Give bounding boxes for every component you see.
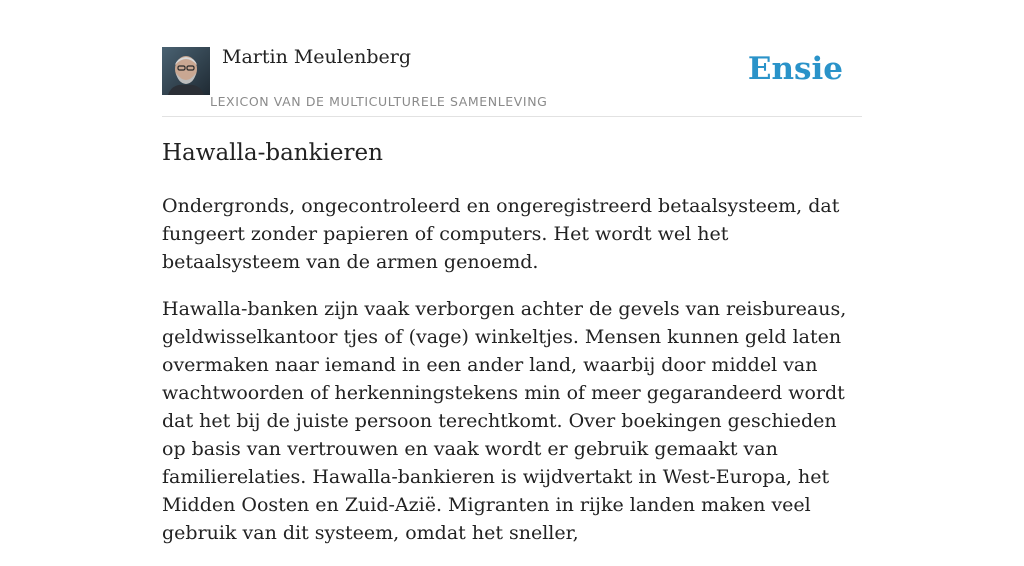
header — [162, 0, 862, 117]
article-paragraph-1: Ondergronds, ongecontroleerd en ongeregistreerd betaalsysteem, dat fungeert zonder papieren of computers. Het wordt wel het betaalsysteem van de armen genoemd. — [162, 195, 840, 273]
ensie-logo[interactable]: Ensie — [747, 51, 843, 87]
article-paragraph-2: Hawalla-banken zijn vaak verborgen achter de gevels van reisbureaus, geldwisselkantoor tjes of (vage) winkeltjes. Mensen kunnen geld laten overmaken naar iemand in een ander land, waarbij door middel van wachtwoorden of herkenningstekens min of meer gegarandeerd wordt dat het bij de juiste persoon terechtkomt. Over boekingen geschieden op basis van vertrouwen en vaak wordt er gebruik gemaakt van familierelaties. Hawalla-bankieren is wijdvertakt in West-Europa, het Midden Oosten en Zuid-Azië. Migranten in rijke landen maken veel gebruik van dit systeem, omdat het sneller, — [162, 298, 847, 544]
avatar-photo-icon — [162, 47, 210, 95]
article-body — [162, 192, 862, 566]
author-avatar[interactable] — [162, 47, 210, 95]
author-name[interactable]: Martin Meulenberg — [222, 46, 411, 68]
collection-name[interactable]: LEXICON VAN DE MULTICULTURELE SAMENLEVING — [210, 94, 548, 109]
article-title: Hawalla-bankieren — [162, 140, 383, 166]
